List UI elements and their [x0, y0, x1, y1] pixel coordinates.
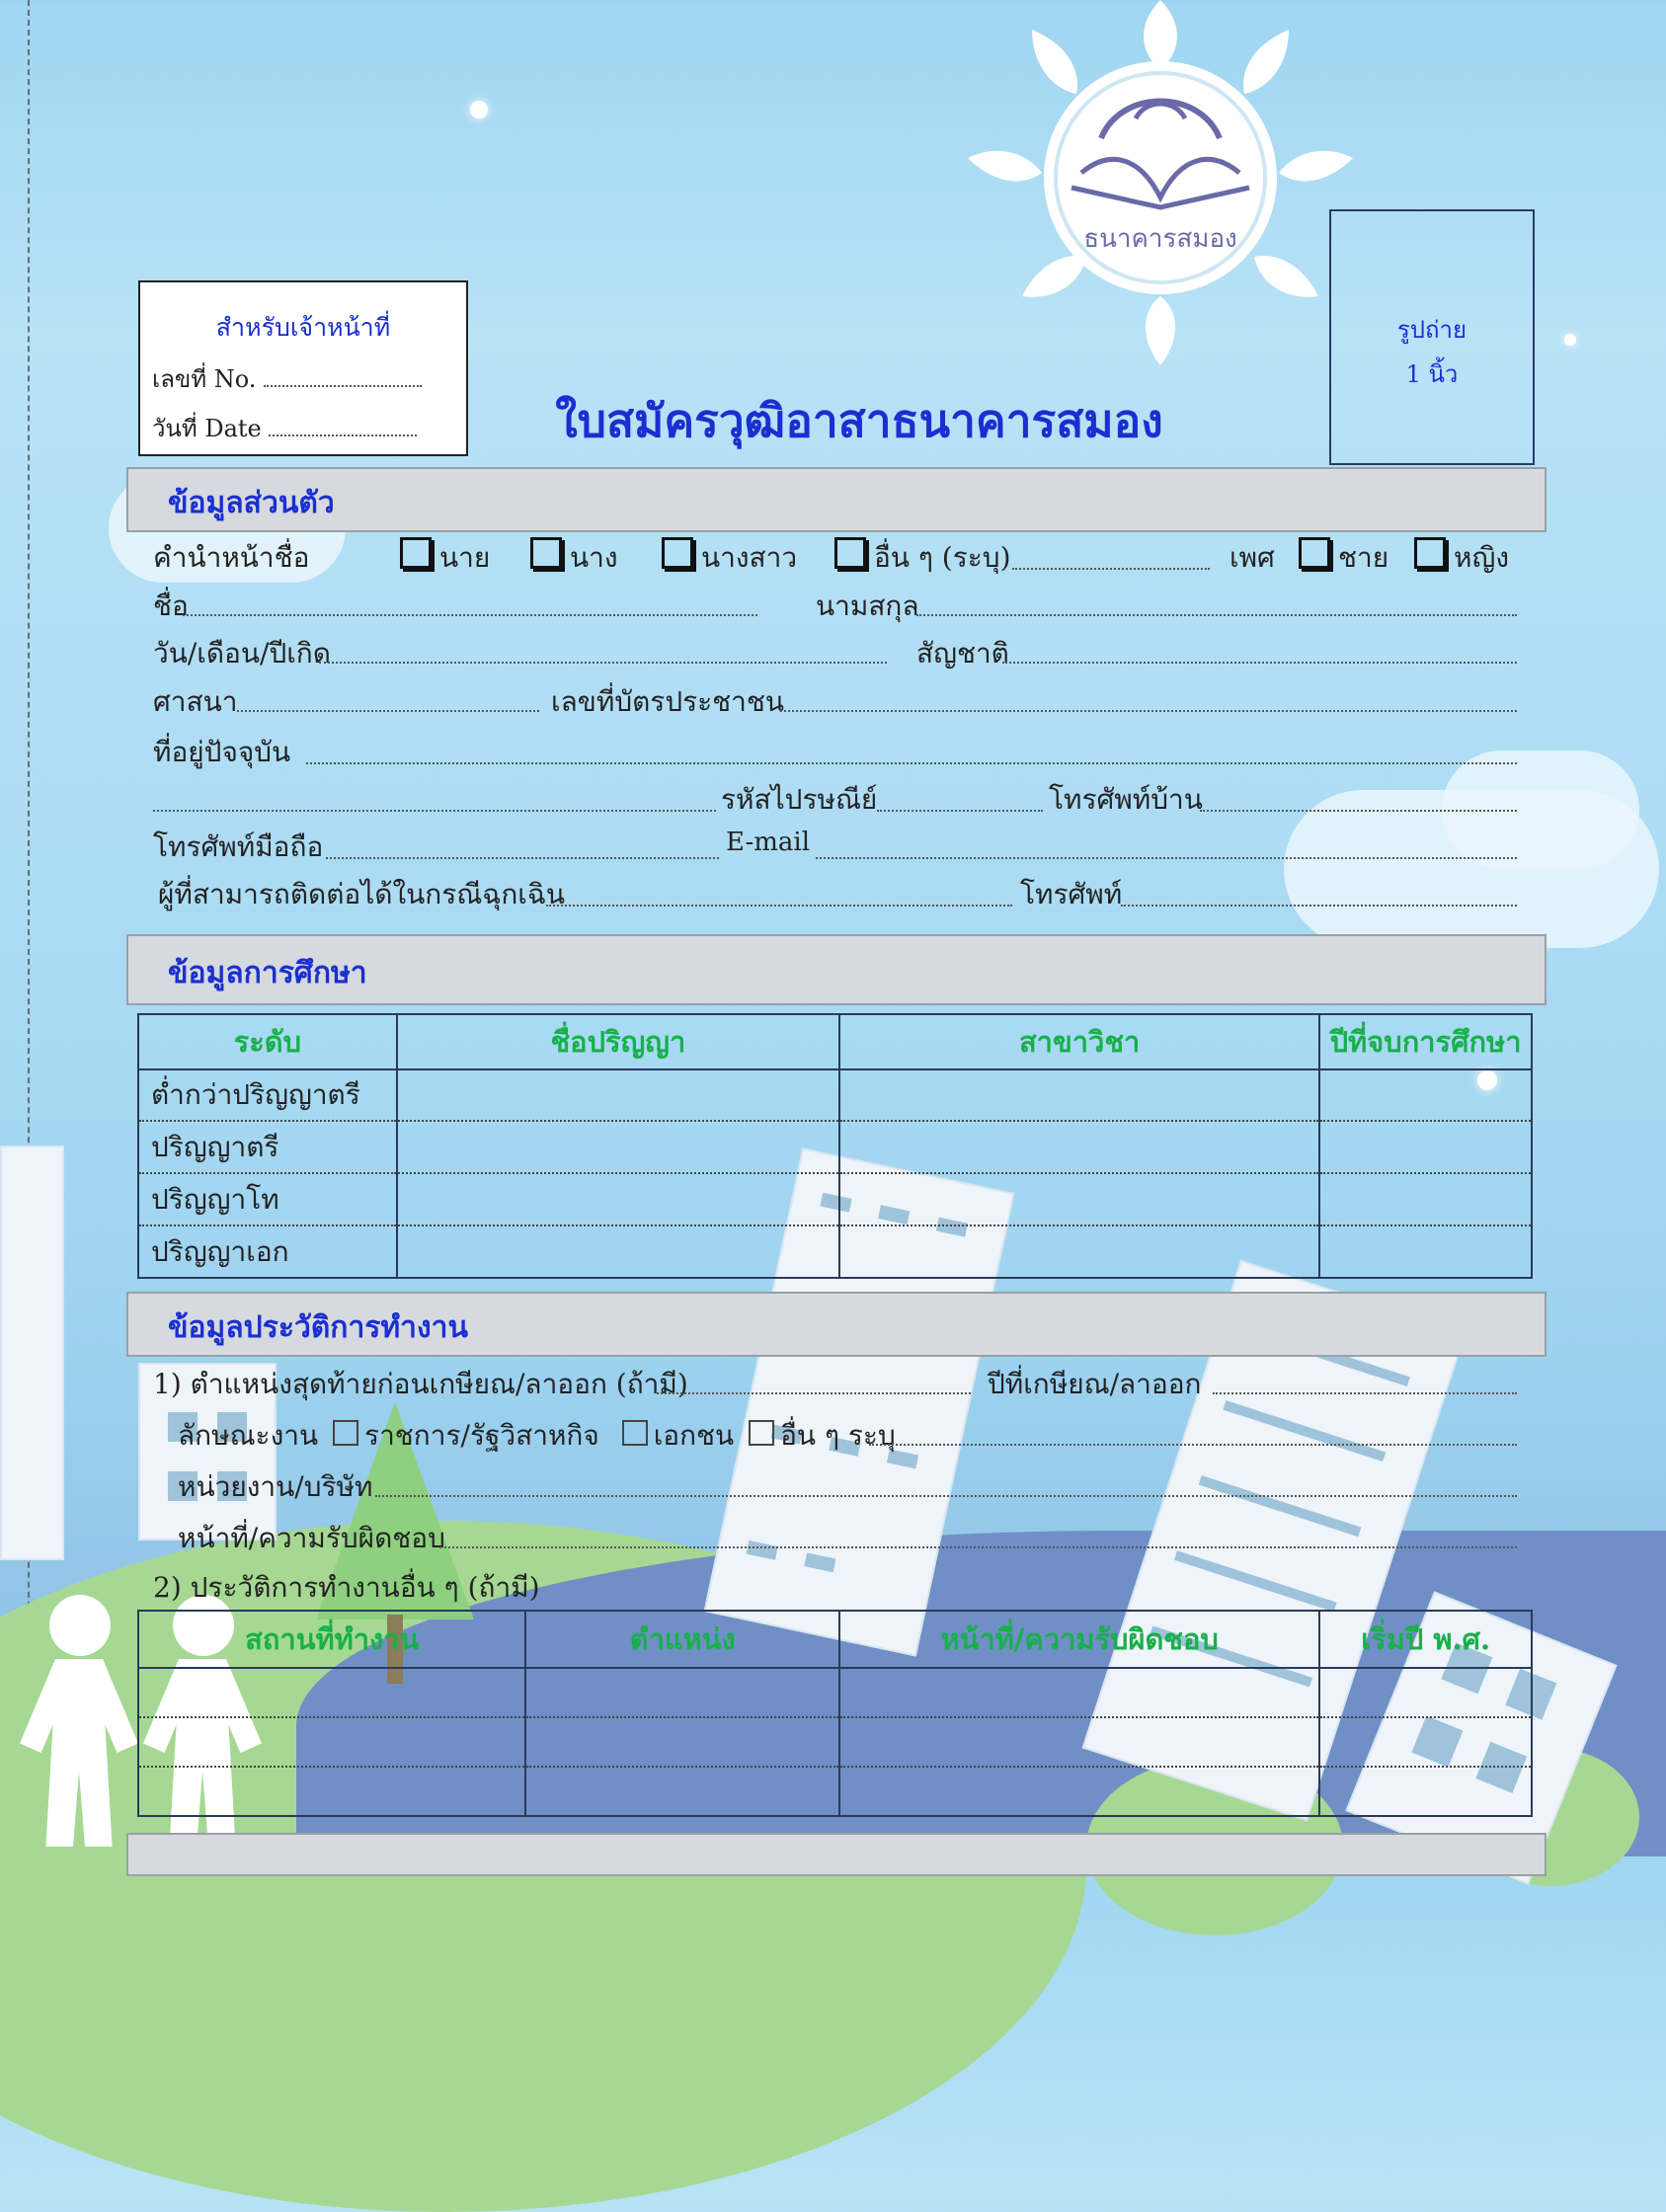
- officer-date-label: วันที่ Date: [152, 415, 262, 442]
- prefix-option-label: นางสาว: [701, 541, 798, 574]
- education-table: [137, 1013, 1533, 1279]
- work-place-cell[interactable]: [138, 1668, 525, 1717]
- paper-person-head: [49, 1595, 111, 1656]
- duty-field[interactable]: [439, 1546, 1517, 1548]
- table-row: [138, 1717, 1532, 1767]
- gender-option-label: หญิง: [1454, 541, 1509, 574]
- checkbox[interactable]: [662, 537, 693, 569]
- name-field[interactable]: [183, 614, 757, 616]
- prefix-option-miss[interactable]: [662, 536, 797, 580]
- last-position-field[interactable]: [657, 1392, 971, 1394]
- education-year-cell[interactable]: [1319, 1173, 1532, 1225]
- work-header-row: [138, 1611, 1532, 1668]
- work-place-cell[interactable]: [138, 1767, 525, 1816]
- officer-date-field[interactable]: [269, 415, 417, 436]
- section-work-title: ข้อมูลประวัติการทำงาน: [168, 1310, 469, 1345]
- religion-label: ศาสนา: [153, 685, 238, 718]
- work-start-year-cell[interactable]: [1319, 1767, 1532, 1816]
- officer-date-row: [152, 409, 417, 447]
- officer-no-field[interactable]: [264, 365, 422, 387]
- section-personal: [126, 467, 1547, 532]
- work-nature-option-gov: ราชการ/รัฐวิสาหกิจ: [364, 1419, 599, 1452]
- education-degree-cell[interactable]: [397, 1121, 839, 1173]
- checkbox[interactable]: [622, 1420, 648, 1446]
- education-header-row: [138, 1014, 1532, 1069]
- nationality-label: สัญชาติ: [916, 637, 1009, 670]
- section-personal-title: ข้อมูลส่วนตัว: [168, 486, 335, 520]
- education-major-cell[interactable]: [839, 1069, 1319, 1121]
- address-field-line2[interactable]: [153, 810, 716, 812]
- work-header-duty: หน้าที่/ความรับผิดชอบ: [839, 1611, 1319, 1668]
- work-duty-cell[interactable]: [839, 1668, 1319, 1717]
- work-history-table: [137, 1610, 1533, 1817]
- education-major-cell[interactable]: [839, 1121, 1319, 1173]
- duty-label: หน้าที่/ความรับผิดชอบ: [178, 1522, 445, 1554]
- education-year-cell[interactable]: [1319, 1225, 1532, 1278]
- section-next: [126, 1833, 1547, 1876]
- postcode-field[interactable]: [877, 810, 1043, 812]
- prefix-option-other[interactable]: [834, 536, 1011, 580]
- dob-label: วัน/เดือน/ปีเกิด: [153, 637, 331, 670]
- section-work: [126, 1292, 1547, 1357]
- work-duty-cell[interactable]: [839, 1767, 1319, 1816]
- table-row: [138, 1121, 1532, 1173]
- gender-option-female[interactable]: [1414, 536, 1509, 580]
- prefix-option-label: นาย: [439, 541, 491, 574]
- photo-box[interactable]: [1329, 209, 1535, 465]
- gender-label: เพศ: [1230, 541, 1275, 574]
- emergency-phone-field[interactable]: [1121, 905, 1517, 907]
- background-building: [0, 1146, 64, 1560]
- prefix-option-label: อื่น ๆ (ระบุ): [874, 541, 1011, 574]
- education-level-cell: ปริญญาโท: [138, 1173, 397, 1225]
- sparkle: [1564, 334, 1576, 346]
- surname-label: นามสกุล: [816, 590, 919, 622]
- education-level-cell: ปริญญาเอก: [138, 1225, 397, 1278]
- officer-title: สำหรับเจ้าหน้าที่: [215, 313, 391, 342]
- section-education: [126, 934, 1547, 1005]
- gender-option-label: ชาย: [1338, 541, 1389, 574]
- education-level-cell: ปริญญาตรี: [138, 1121, 397, 1173]
- work-start-year-cell[interactable]: [1319, 1717, 1532, 1767]
- org-label: หน่วยงาน/บริษัท: [178, 1470, 373, 1503]
- work-header-position: ตำแหน่ง: [525, 1611, 839, 1668]
- last-position-label: 1) ตำแหน่งสุดท้ายก่อนเกษียณ/ลาออก (ถ้ามี): [153, 1368, 688, 1400]
- sparkle: [470, 101, 488, 118]
- logo: [963, 0, 1358, 375]
- form-title: ใบสมัครวุฒิอาสาธนาคารสมอง: [555, 394, 1163, 447]
- prefix-option-label: นาง: [570, 541, 618, 574]
- sun-logo-icon: [963, 0, 1358, 375]
- table-row: [138, 1069, 1532, 1121]
- table-row: [138, 1225, 1532, 1278]
- work-header-start-year: เริ่มปี พ.ศ.: [1319, 1611, 1532, 1668]
- idcard-field[interactable]: [780, 710, 1517, 712]
- name-label: ชื่อ: [153, 590, 189, 622]
- officer-no-label: เลขที่ No.: [152, 365, 257, 393]
- education-degree-cell[interactable]: [397, 1173, 839, 1225]
- officer-no-row: [152, 359, 422, 398]
- work-nature-label: ลักษณะงาน: [178, 1419, 319, 1452]
- education-major-cell[interactable]: [839, 1173, 1319, 1225]
- mobile-label: โทรศัพท์มือถือ: [153, 830, 324, 863]
- work-nature-row: [178, 1414, 896, 1458]
- checkbox[interactable]: [530, 537, 562, 569]
- homephone-label: โทรศัพท์บ้าน: [1049, 783, 1203, 816]
- work-place-cell[interactable]: [138, 1717, 525, 1767]
- table-row: [138, 1173, 1532, 1225]
- work-position-cell[interactable]: [525, 1767, 839, 1816]
- cut-line: [28, 0, 30, 1845]
- work-start-year-cell[interactable]: [1319, 1668, 1532, 1717]
- checkbox[interactable]: [749, 1420, 774, 1446]
- education-year-cell[interactable]: [1319, 1069, 1532, 1121]
- emergency-label: ผู้ที่สามารถติดต่อได้ในกรณีฉุกเฉิน: [158, 878, 566, 910]
- gender-option-male[interactable]: [1299, 536, 1388, 580]
- retire-year-field[interactable]: [1213, 1392, 1517, 1394]
- other-history-label: 2) ประวัติการทำงานอื่น ๆ (ถ้ามี): [153, 1571, 540, 1604]
- emergency-phone-label: โทรศัพท์: [1020, 878, 1123, 910]
- checkbox[interactable]: [400, 537, 432, 569]
- address-label: ที่อยู่ปัจจุบัน: [153, 736, 291, 768]
- work-nature-option-private: เอกชน: [653, 1419, 735, 1452]
- religion-field[interactable]: [237, 710, 539, 712]
- education-year-cell[interactable]: [1319, 1121, 1532, 1173]
- education-header-year: ปีที่จบการศึกษา: [1319, 1014, 1532, 1069]
- table-row: [138, 1767, 1532, 1816]
- surname-field[interactable]: [916, 614, 1517, 616]
- prefix-other-field[interactable]: [1012, 568, 1210, 570]
- officer-box: [138, 280, 468, 456]
- idcard-label: เลขที่บัตรประชาชน: [551, 685, 785, 718]
- nationality-field[interactable]: [1002, 662, 1517, 664]
- work-duty-cell[interactable]: [839, 1717, 1319, 1767]
- work-nature-other-field[interactable]: [869, 1444, 1517, 1446]
- postcode-label: รหัสไปรษณีย์: [721, 783, 878, 816]
- table-row: [138, 1668, 1532, 1717]
- checkbox[interactable]: [834, 537, 866, 569]
- checkbox[interactable]: [1299, 537, 1330, 569]
- prefix-option-mr[interactable]: [400, 536, 490, 580]
- photo-label-line2: 1 นิ้ว: [1405, 360, 1459, 388]
- email-label: E-mail: [726, 828, 811, 857]
- org-field[interactable]: [375, 1495, 1517, 1497]
- checkbox[interactable]: [333, 1420, 358, 1446]
- dob-field[interactable]: [319, 662, 887, 664]
- work-position-cell[interactable]: [525, 1717, 839, 1767]
- education-major-cell[interactable]: [839, 1225, 1319, 1278]
- work-header-place: สถานที่ทำงาน: [138, 1611, 525, 1668]
- education-degree-cell[interactable]: [397, 1225, 839, 1278]
- education-degree-cell[interactable]: [397, 1069, 839, 1121]
- education-header-degree: ชื่อปริญญา: [397, 1014, 839, 1069]
- prefix-label: คำนำหน้าชื่อ: [153, 541, 310, 574]
- retire-year-label: ปีที่เกษียณ/ลาออก: [988, 1368, 1202, 1400]
- logo-text: ธนาคารสมอง: [1083, 224, 1237, 254]
- prefix-option-mrs[interactable]: [530, 536, 618, 580]
- email-field[interactable]: [816, 857, 1517, 859]
- education-level-cell: ต่ำกว่าปริญญาตรี: [138, 1069, 397, 1121]
- address-field-line1[interactable]: [306, 762, 1517, 764]
- homephone-field[interactable]: [1200, 810, 1517, 812]
- education-header-level: ระดับ: [138, 1014, 397, 1069]
- photo-label-line1: รูปถ่าย: [1396, 316, 1468, 344]
- emergency-field[interactable]: [546, 905, 1012, 907]
- section-education-title: ข้อมูลการศึกษา: [168, 956, 367, 990]
- mobile-field[interactable]: [326, 857, 719, 859]
- prefix-row: [153, 536, 309, 580]
- work-nature-option-other: อื่น ๆ ระบุ: [780, 1419, 896, 1452]
- education-header-major: สาขาวิชา: [839, 1014, 1319, 1069]
- work-position-cell[interactable]: [525, 1668, 839, 1717]
- checkbox[interactable]: [1414, 537, 1446, 569]
